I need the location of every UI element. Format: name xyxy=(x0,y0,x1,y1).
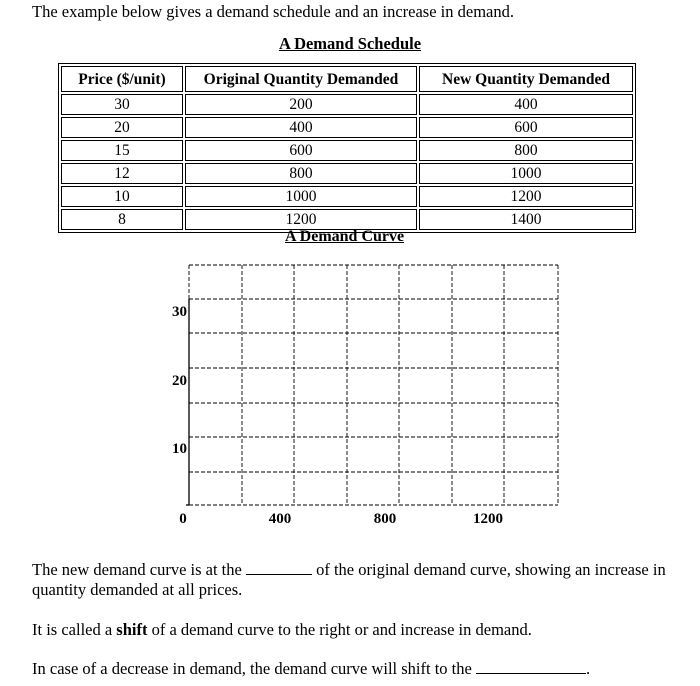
table-cell: 200 xyxy=(185,94,417,115)
table-cell: 800 xyxy=(419,140,633,161)
x-tick-label: 800 xyxy=(373,511,397,527)
answer-blank-2[interactable] xyxy=(476,659,586,674)
x-tick-label: 0 xyxy=(179,511,187,527)
table-cell: 400 xyxy=(419,94,633,115)
table-cell: 1200 xyxy=(419,186,633,207)
table-cell: 1400 xyxy=(419,209,633,230)
header-original-quantity: Original Quantity Demanded xyxy=(185,66,417,92)
answer-blank-1[interactable] xyxy=(246,560,312,575)
table-cell: 1000 xyxy=(419,163,633,184)
header-price: Price ($/unit) xyxy=(61,66,183,92)
table-cell: 10 xyxy=(61,186,183,207)
table-cell: 8 xyxy=(61,209,183,230)
question-1: The new demand curve is at the of the original demand curve, showing an increase in quantity demanded at all prices. xyxy=(32,560,666,599)
table-cell: 600 xyxy=(185,140,417,161)
table-cell: 20 xyxy=(61,117,183,138)
schedule-title: A Demand Schedule xyxy=(278,34,422,53)
y-tick-label: 10 xyxy=(172,441,187,457)
y-tick-label: 30 xyxy=(172,304,187,320)
table-cell: 800 xyxy=(185,163,417,184)
curve-title: A Demand Curve xyxy=(285,228,405,245)
x-tick-label: 1200 xyxy=(473,511,503,527)
question-3: In case of a decrease in demand, the demand curve will shift to the . xyxy=(32,659,591,678)
table-cell: 400 xyxy=(185,117,417,138)
table-cell: 1200 xyxy=(185,209,417,230)
question-2: It is called a shift of a demand curve to the right or and increase in demand. xyxy=(32,620,532,639)
table-cell: 600 xyxy=(419,117,633,138)
header-new-quantity: New Quantity Demanded xyxy=(419,66,633,92)
table-cell: 1000 xyxy=(185,186,417,207)
table-cell: 15 xyxy=(61,140,183,161)
x-tick-label: 400 xyxy=(268,511,292,527)
table-cell: 30 xyxy=(61,94,183,115)
table-cell: 12 xyxy=(61,163,183,184)
y-tick-label: 20 xyxy=(172,373,187,389)
intro-text: The example below gives a demand schedule and an increase in demand. xyxy=(32,2,514,21)
